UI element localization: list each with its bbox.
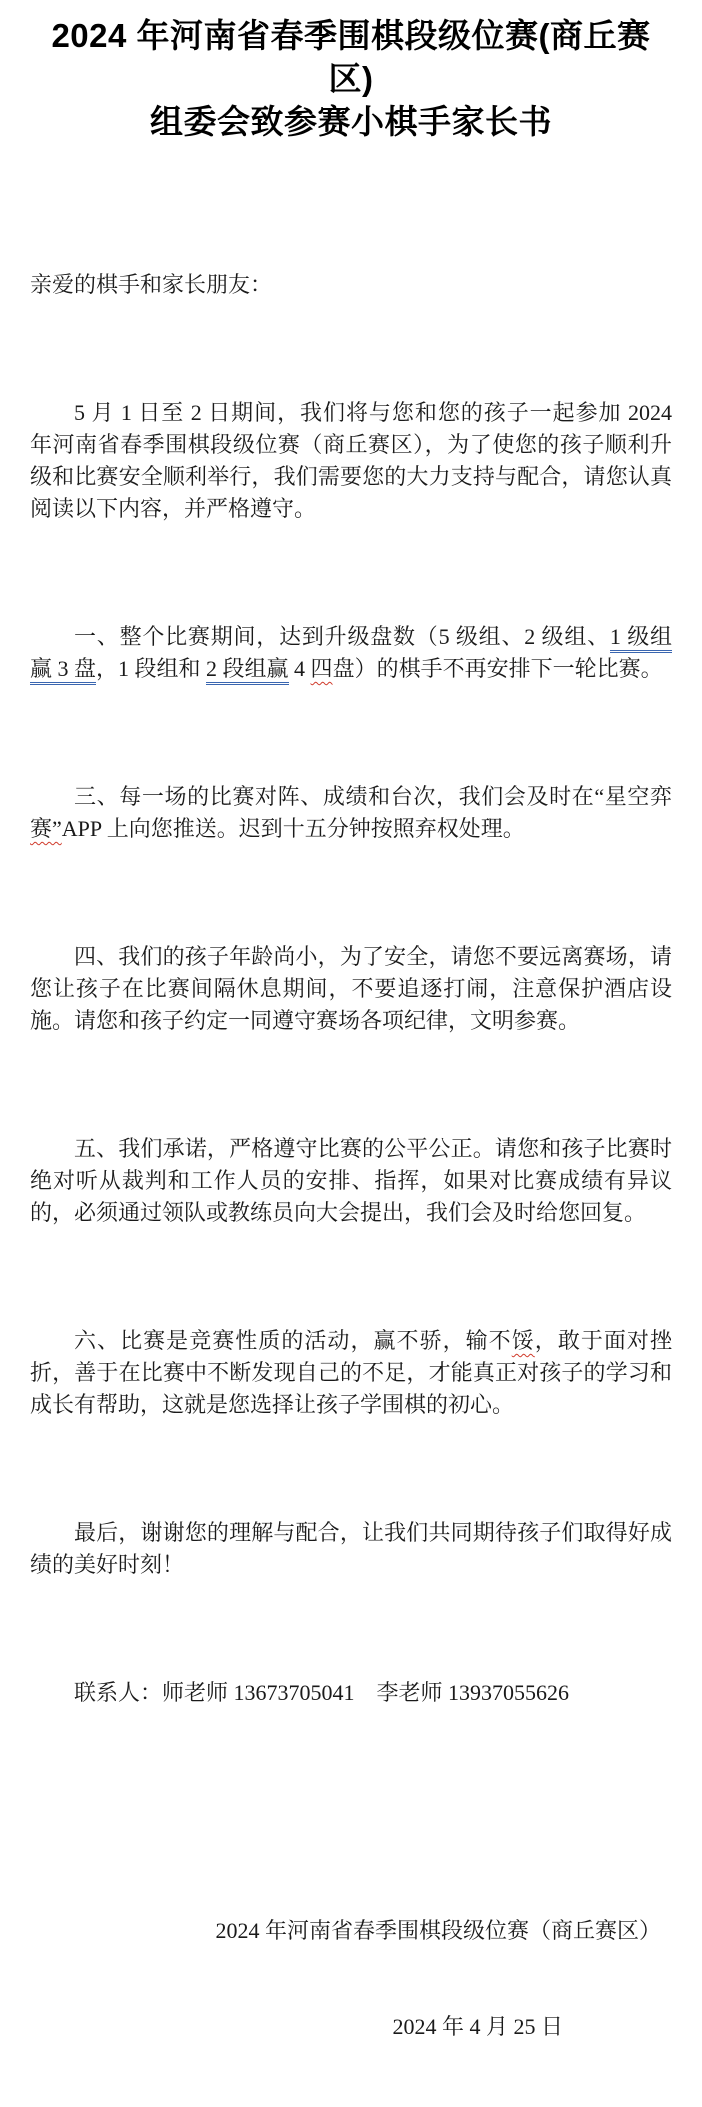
item6-spellcheck-word: 馁 xyxy=(511,1328,535,1353)
item1-text: ，1 段组和 xyxy=(96,656,207,681)
item3-text: APP 上向您推送。迟到十五分钟按照弃权处理。 xyxy=(61,816,525,841)
paragraph-item3 xyxy=(30,781,672,845)
document-title xyxy=(30,14,672,143)
item3-text: 三、每一场的比赛对阵、成绩和台次，我们会及时在“星空弈 xyxy=(74,784,672,809)
paragraph-closing: 最后，谢谢您的理解与配合，让我们共同期待孩子们取得好成绩的美好时刻！ xyxy=(30,1520,672,1577)
title-line-2: 组委会致参赛小棋手家长书 xyxy=(150,103,552,140)
item1-text: 盘）的棋手不再安排下一轮比赛。 xyxy=(332,656,663,681)
paragraph-intro: 5 月 1 日至 2 日期间，我们将与您和您的孩子一起参加 2024 年河南省春季围棋段级位赛（商丘赛区），为了使您的孩子顺利升级和比赛安全顺利举行，我们需要您的大力支持与配合，请您认真阅读以下内容，并严格遵守。 xyxy=(30,400,678,521)
signature-organization: 2024 年河南省春季围棋段级位赛（商丘赛区） xyxy=(215,1918,661,1943)
item6-text: 六、比赛是竞赛性质的活动，赢不骄，输不 xyxy=(74,1328,512,1353)
salutation: 亲爱的棋手和家长朋友： xyxy=(30,272,273,297)
item1-text: 一、整个比赛期间，达到升级盘数（5 级组、2 级组、 xyxy=(74,624,610,649)
item1-text: 4 xyxy=(288,656,311,681)
contacts-line: 联系人：师老师 13673705041 李老师 13937055626 xyxy=(74,1680,570,1705)
signature-date: 2024 年 4 月 25 日 xyxy=(392,2014,563,2039)
item3-spellcheck-word: 赛” xyxy=(30,816,62,841)
paragraph-item1 xyxy=(30,621,672,685)
paragraph-item4: 四、我们的孩子年龄尚小，为了安全，请您不要远离赛场，请您让孩子在比赛间隔休息期间，不要追逐打闹，注意保护酒店设施。请您和孩子约定一同遵守赛场各项纪律，文明参赛。 xyxy=(30,944,672,1033)
paragraph-item6 xyxy=(30,1325,672,1421)
item1-inserted-text: 2 段组赢 xyxy=(206,656,289,685)
item1-spellcheck-word: 四 xyxy=(310,656,333,681)
paragraph-item5: 五、我们承诺，严格遵守比赛的公平公正。请您和孩子比赛时绝对听从裁判和工作人员的安排、指挥，如果对比赛成绩有异议的，必须通过领队或教练员向大会提出，我们会及时给您回复。 xyxy=(30,1136,672,1225)
signature-block xyxy=(30,1851,672,2107)
document-body xyxy=(30,173,678,1805)
item6-text: ，敢于面对挫折，善于在比赛中不断发现自己的不足，才能真正对孩子的学习和成长有帮助，这就是您选择让孩子学围棋的初心。 xyxy=(30,1328,672,1417)
title-line-1: 2024 年河南省春季围棋段级位赛(商丘赛区) xyxy=(51,17,651,97)
item1-inserted-text: 1 级组赢 3 盘 xyxy=(30,624,672,685)
